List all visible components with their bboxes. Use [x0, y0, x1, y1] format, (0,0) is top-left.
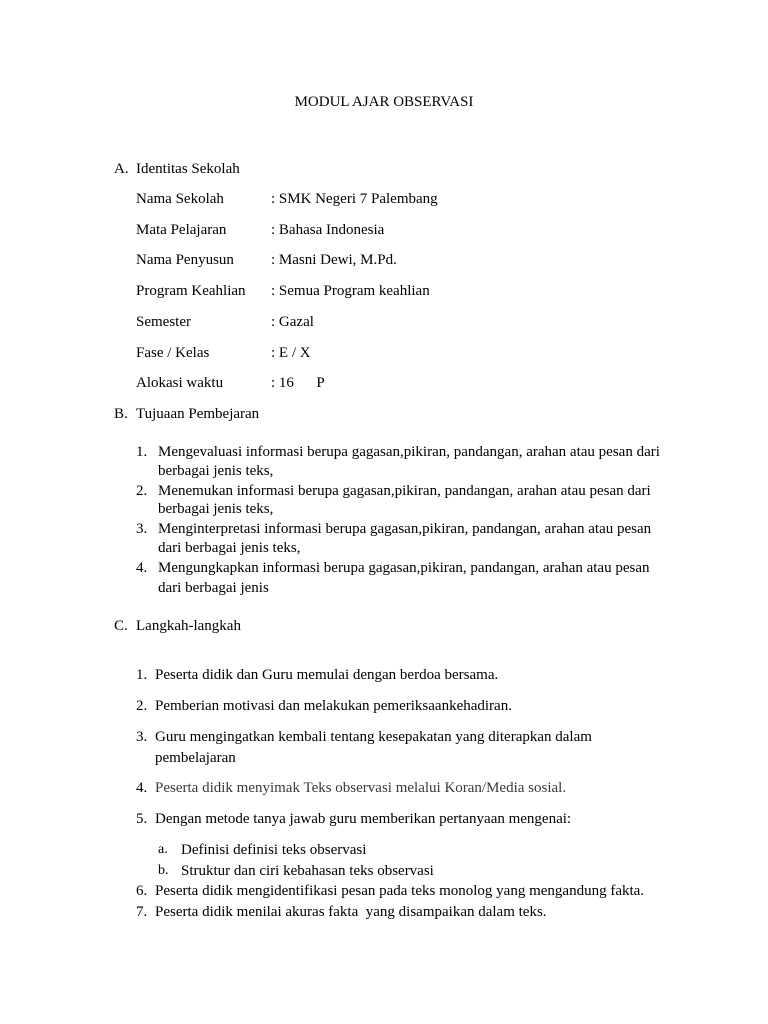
identity-label-author: Nama Penyusun	[136, 252, 234, 268]
identity-value-subject: : Bahasa Indonesia	[271, 222, 385, 238]
step-text-line: Peserta didik dan Guru memulai dengan berdoa bersama.	[155, 667, 499, 683]
step-text-line: Pemberian motivasi dan melakukan pemeriksaankehadiran.	[155, 698, 512, 714]
goal-number: 3.	[136, 521, 148, 537]
step-number: 3.	[136, 729, 148, 745]
goal-text-line: Menginterpretasi informasi berupa gagasan,pikiran, pandangan, arahan atau pesan	[158, 521, 652, 537]
identity-value-program: : Semua Program keahlian	[271, 283, 430, 299]
identity-label-program: Program Keahlian	[136, 283, 246, 299]
section-b-title: Tujuaan Pembejaran	[136, 406, 260, 422]
sub-item-letter: b.	[158, 863, 169, 878]
identity-value-school-name: : SMK Negeri 7 Palembang	[271, 191, 438, 207]
goal-text-line: Menemukan informasi berupa gagasan,pikiran, pandangan, arahan atau pesan dari	[158, 483, 651, 499]
section-a-title: Identitas Sekolah	[136, 161, 240, 177]
goal-text-line: berbagai jenis teks,	[158, 463, 274, 479]
step-number: 5.	[136, 811, 148, 827]
identity-value-time-allocation: : 16 P	[271, 375, 325, 391]
goal-text-line: berbagai jenis teks,	[158, 501, 274, 517]
goal-text-line: dari berbagai jenis	[158, 580, 269, 596]
section-b-letter: B.	[114, 406, 128, 422]
goal-number: 4.	[136, 560, 148, 576]
identity-value-author: : Masni Dewi, M.Pd.	[271, 252, 397, 268]
identity-label-subject: Mata Pelajaran	[136, 222, 227, 238]
identity-label-phase-class: Fase / Kelas	[136, 345, 210, 361]
step-number: 1.	[136, 667, 148, 683]
step-text-line: Peserta didik mengidentifikasi pesan pada teks monolog yang mengandung fakta.	[155, 883, 645, 899]
sub-item-text: Definisi definisi teks observasi	[181, 842, 367, 858]
step-number: 2.	[136, 698, 148, 714]
identity-value-semester: : Gazal	[271, 314, 314, 330]
section-c-title: Langkah-langkah	[136, 618, 241, 634]
step-text-line: Peserta didik menyimak Teks observasi melalui Koran/Media sosial.	[155, 780, 567, 796]
step-number: 4.	[136, 780, 148, 796]
sub-item-text: Struktur dan ciri kebahasan teks observasi	[181, 863, 434, 879]
identity-label-time-allocation: Alokasi waktu	[136, 375, 224, 391]
identity-label-semester: Semester	[136, 314, 191, 330]
step-text-line: Dengan metode tanya jawab guru memberikan pertanyaan mengenai:	[155, 811, 572, 827]
goal-text-line: Mengevaluasi informasi berupa gagasan,pikiran, pandangan, arahan atau pesan dari	[158, 444, 660, 460]
step-number: 7.	[136, 904, 148, 920]
section-a-letter: A.	[114, 161, 129, 177]
goal-number: 1.	[136, 444, 148, 460]
identity-value-phase-class: : E / X	[271, 345, 311, 361]
step-number: 6.	[136, 883, 148, 899]
step-text-line: Guru mengingatkan kembali tentang kesepakatan yang diterapkan dalam	[155, 729, 592, 745]
goal-text-line: dari berbagai jenis teks,	[158, 540, 301, 556]
sub-item-letter: a.	[158, 842, 168, 857]
document-title: MODUL AJAR OBSERVASI	[294, 94, 474, 110]
step-text-line: Peserta didik menilai akuras fakta yang disampaikan dalam teks.	[155, 904, 547, 920]
goal-text-line: Mengungkapkan informasi berupa gagasan,pikiran, pandangan, arahan atau pesan	[158, 560, 650, 576]
step-text-line: pembelajaran	[155, 750, 236, 766]
section-c-letter: C.	[114, 618, 128, 634]
identity-label-school-name: Nama Sekolah	[136, 191, 224, 207]
goal-number: 2.	[136, 483, 148, 499]
